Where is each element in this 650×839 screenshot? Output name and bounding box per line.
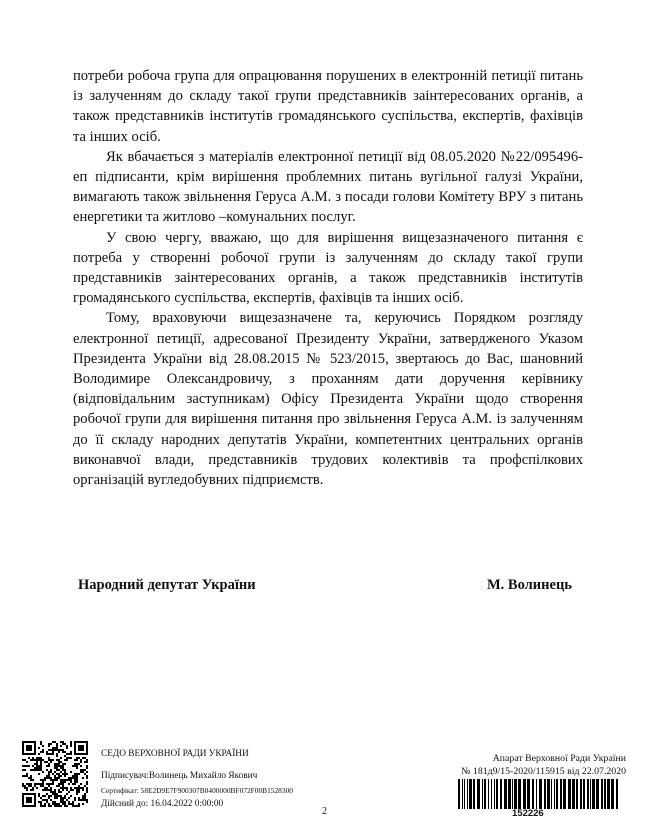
- registration-number: № 181д9/15-2020/115915 від 22.07.2020: [461, 766, 626, 777]
- stamp-org: СЕДО ВЕРХОВНОЇ РАДИ УКРАЇНИ: [101, 749, 249, 759]
- page-number: 2: [322, 806, 327, 817]
- stamp-certificate: Сертифікат: 58E2D9E7F900307B0400000BF072F00B1528300: [101, 786, 293, 795]
- barcode-icon: [456, 779, 622, 809]
- paragraph-2: Як вбачається з матеріалів електронної петиції від 08.05.2020 №22/095496-еп підписанти, крім вирішення проблемних питань вугільної галузі України, вимагають також звільнення Геруса А.М. з посади голови Комітету ВРУ з питань енергетики та житлово –комунальних послуг.: [73, 148, 583, 226]
- document-body: [73, 66, 583, 490]
- paragraph-1: потреби робоча група для опрацювання порушених в електронній петиції питань із залученням до складу такої групи представників заінтересованих органів, а також представників інститутів громадянського суспільства, експертів, фахівців та інших осіб.: [73, 68, 583, 145]
- paragraph-3: У свою чергу, вважаю, що для вирішення вищезазначеного питання є потреба у створенні робочої групи із залученням до складу такої групи представників заінтересованих органів, а також представників інститутів громадянського суспільства, експертів, фахівців та інших осіб.: [73, 229, 583, 307]
- stamp-signer: Підписувач:Волинець Михайло Якович: [101, 771, 258, 781]
- paragraph-4: Тому, враховуючи вищезазначене та, керуючись Порядком розгляду електронної петиції, адресованої Президенту України, затвердженого Указом Президента України від 28.08.2015 № 523/2015, звертаюсь до Вас, шановний Володимире Олександровичу, з проханням дати доручення керівнику (відповідальним заступникам) Офісу Президента України щодо створення робочої групи для вирішення питання про звільнення Геруса А.М. із залученням до її складу народних депутатів України, компетентних центральних органів виконавчої влади, представників трудових колективів та профспілкових організацій вугледобувних підприємств.: [73, 310, 583, 489]
- barcode-number: 152226: [512, 808, 544, 819]
- qr-code-icon: [22, 741, 88, 807]
- signature-title: Народний депутат України: [78, 577, 256, 593]
- registration-block: [446, 752, 626, 778]
- signature-name: М. Волинець: [487, 577, 572, 593]
- registration-office: Апарат Верховної Ради України: [492, 753, 626, 764]
- stamp-valid-until: Дійсний до: 16.04.2022 0:00:00: [101, 799, 224, 809]
- digital-signature-stamp: [22, 741, 322, 821]
